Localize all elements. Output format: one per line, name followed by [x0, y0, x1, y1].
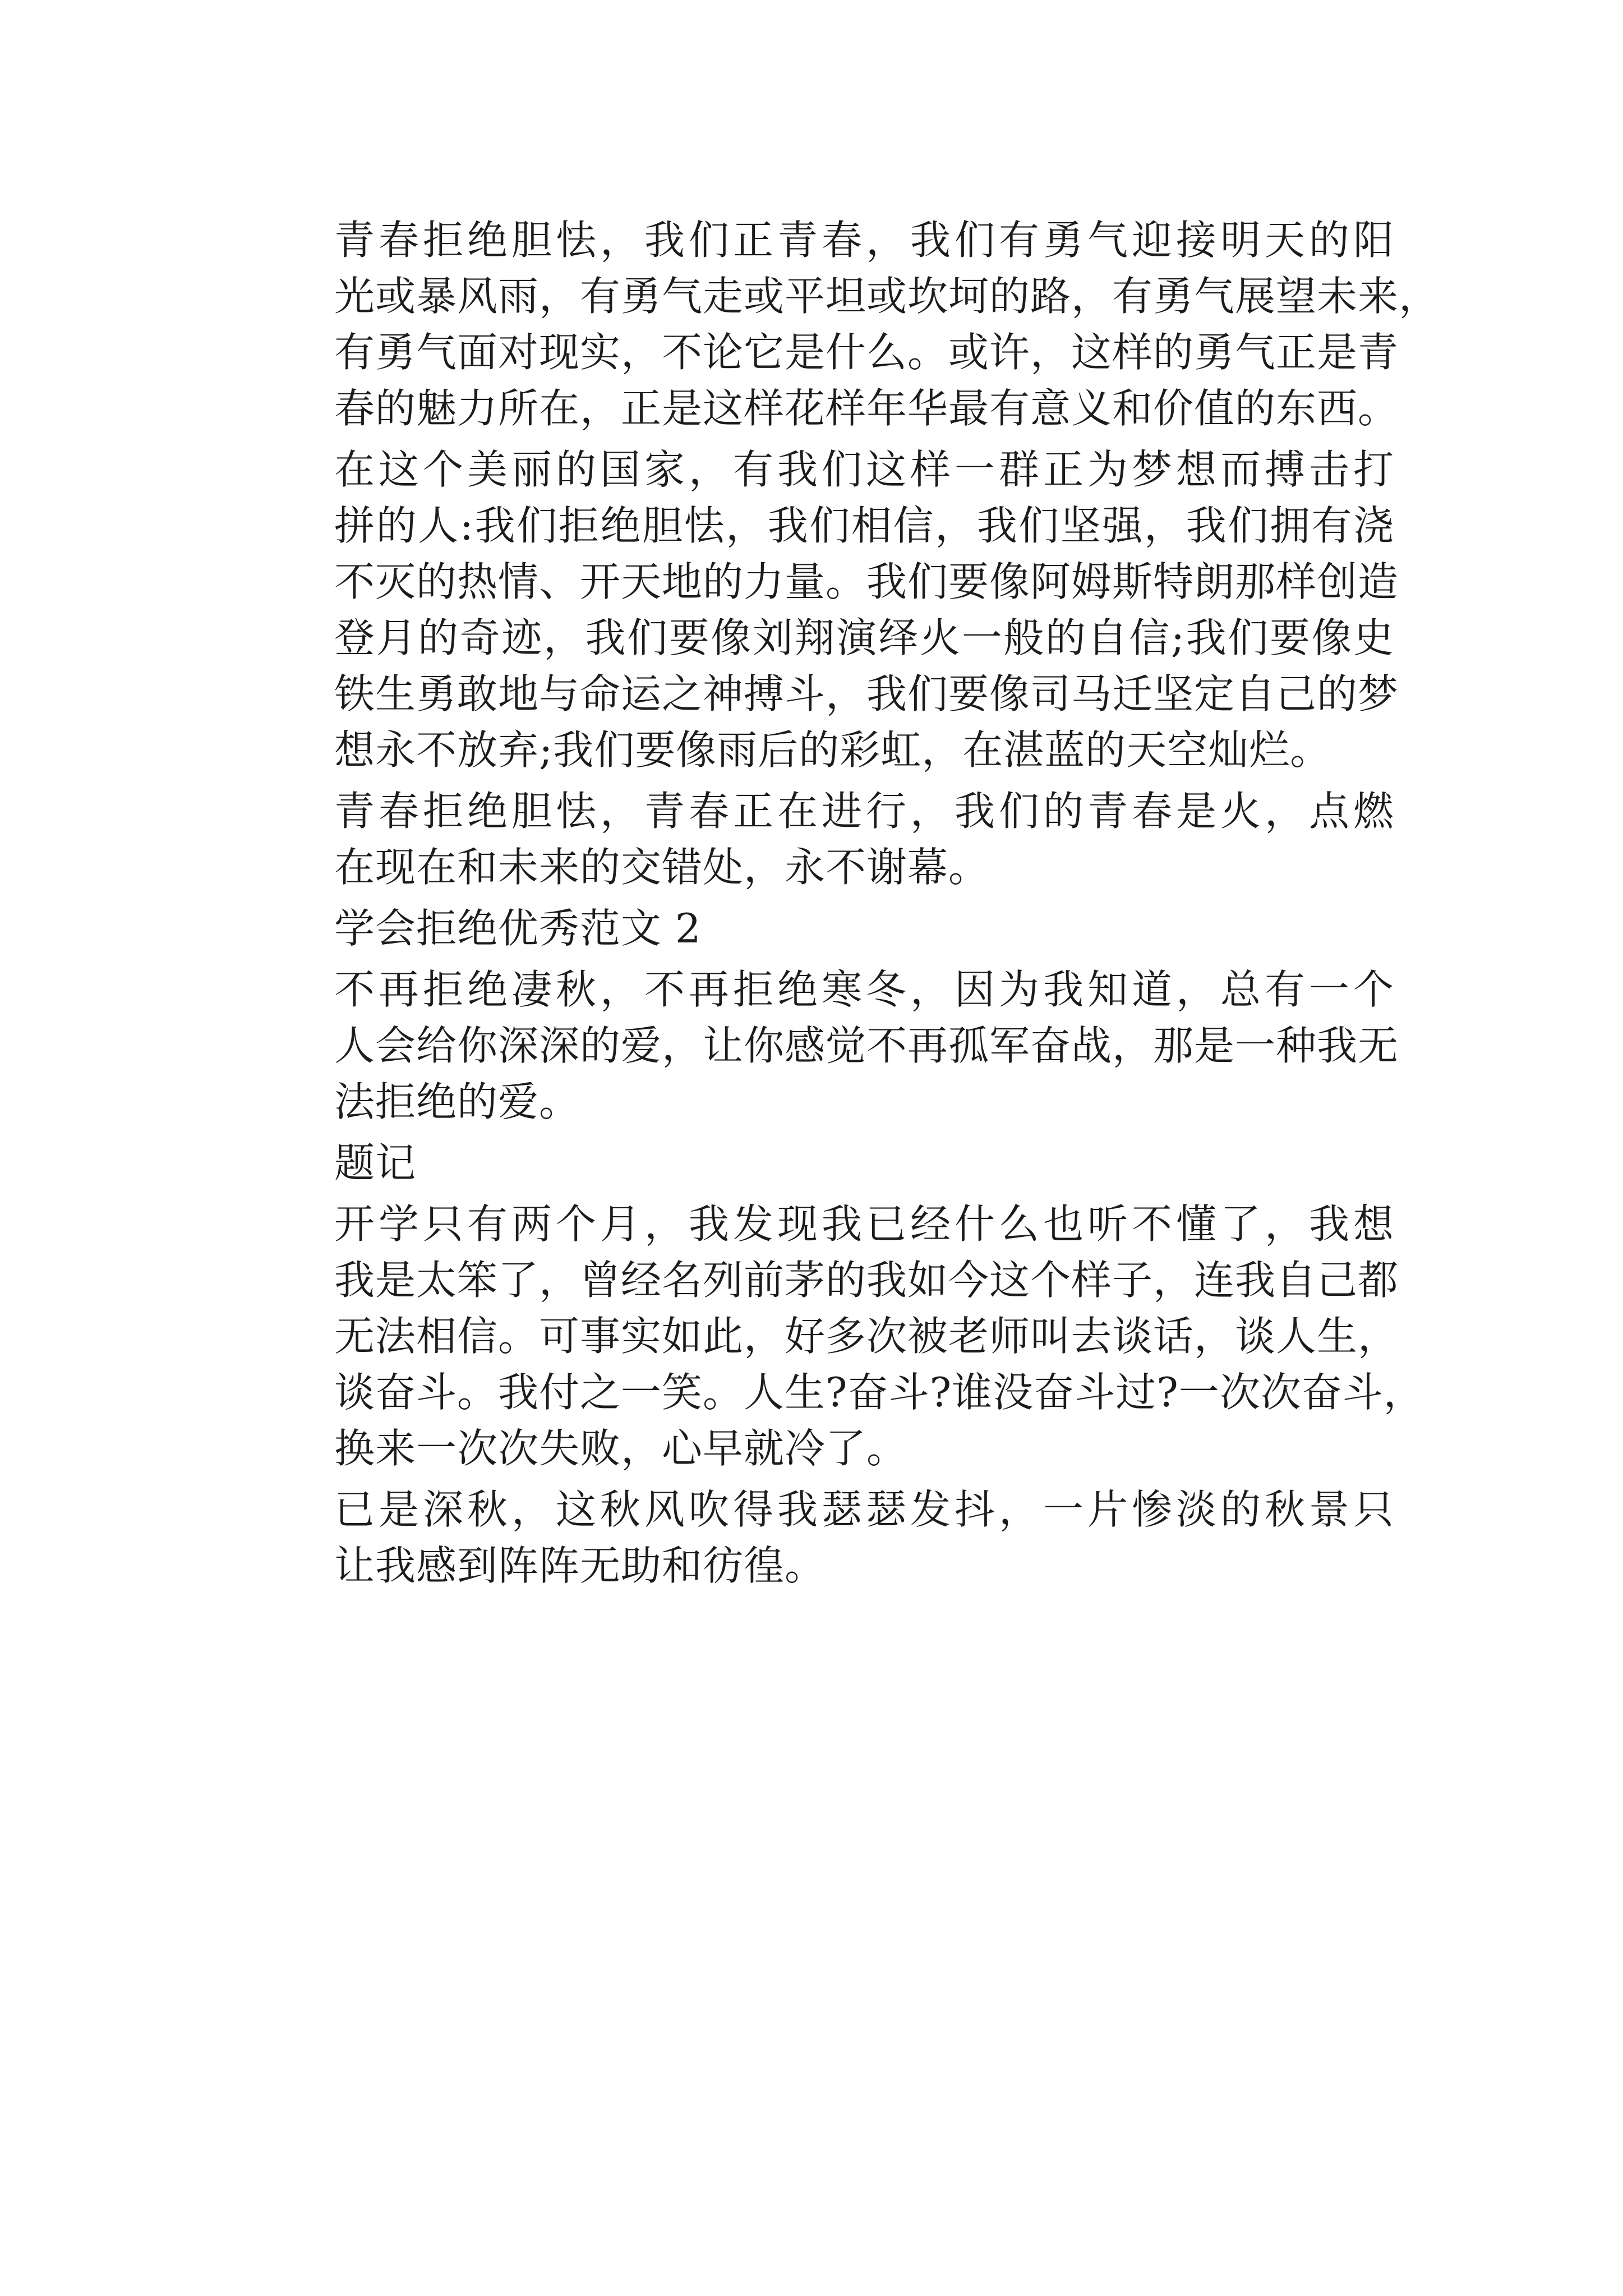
paragraph-6 [250, 1481, 1394, 1594]
text-line: 想永不放弃;我们要像雨后的彩虹，在湛蓝的天空灿烂。 [334, 726, 1331, 774]
paragraph-2 [250, 441, 1399, 778]
text-line: 在现在和未来的交错处，永不谢幕。 [334, 844, 990, 891]
text-line: 换来一次次失败，心早就冷了。 [334, 1425, 908, 1472]
text-line: 在这个美丽的国家，有我们这样一群正为梦想而搏击打 [334, 446, 1394, 493]
text-line: 人会给你深深的爱，让你感觉不再孤军奋战，那是一种我无 [334, 1022, 1399, 1069]
text-line: 学会拒绝优秀范文 2 [334, 905, 702, 952]
text-line: 青春拒绝胆怯，我们正青春，我们有勇气迎接明天的阳 [334, 217, 1394, 264]
text-line: 无法相信。可事实如此，好多次被老师叫去谈话，谈人生， [334, 1313, 1399, 1360]
text-line: 拼的人:我们拒绝胆怯，我们相信，我们坚强，我们拥有浇 [334, 502, 1394, 549]
text-line: 让我感到阵阵无助和彷徨。 [334, 1542, 826, 1589]
text-line: 铁生勇敢地与命运之神搏斗，我们要像司马迁坚定自己的梦 [334, 670, 1399, 717]
document-body [250, 212, 1440, 1599]
text-line: 春的魅力所在，正是这样花样年华最有意义和价值的东西。 [334, 385, 1399, 432]
epigraph-label [250, 1135, 1394, 1191]
text-line: 题记 [334, 1139, 417, 1186]
section-heading [250, 900, 1394, 956]
text-line: 已是深秋，这秋风吹得我瑟瑟发抖，一片惨淡的秋景只 [334, 1486, 1394, 1533]
text-line: 光或暴风雨，有勇气走或平坦或坎坷的路，有勇气展望未来， [334, 273, 1440, 320]
paragraph-1 [250, 212, 1440, 436]
paragraph-4 [250, 961, 1399, 1130]
paragraph-5 [250, 1196, 1424, 1476]
text-line: 不灭的热情、开天地的力量。我们要像阿姆斯特朗那样创造 [334, 558, 1399, 605]
text-line: 不再拒绝凄秋，不再拒绝寒冬，因为我知道，总有一个 [334, 966, 1394, 1013]
text-line: 青春拒绝胆怯，青春正在进行，我们的青春是火，点燃 [334, 788, 1394, 835]
text-line: 开学只有两个月，我发现我已经什么也听不懂了，我想 [334, 1200, 1394, 1248]
text-line: 谈奋斗。我付之一笑。人生?奋斗?谁没奋斗过?一次次奋斗， [334, 1369, 1424, 1416]
text-line: 我是太笨了，曾经名列前茅的我如今这个样子，连我自己都 [334, 1257, 1399, 1304]
text-line: 登月的奇迹，我们要像刘翔演绎火一般的自信;我们要像史 [334, 614, 1394, 661]
paragraph-3 [250, 783, 1394, 895]
text-line: 有勇气面对现实，不论它是什么。或许，这样的勇气正是青 [334, 329, 1399, 376]
text-line: 法拒绝的爱。 [334, 1078, 580, 1125]
